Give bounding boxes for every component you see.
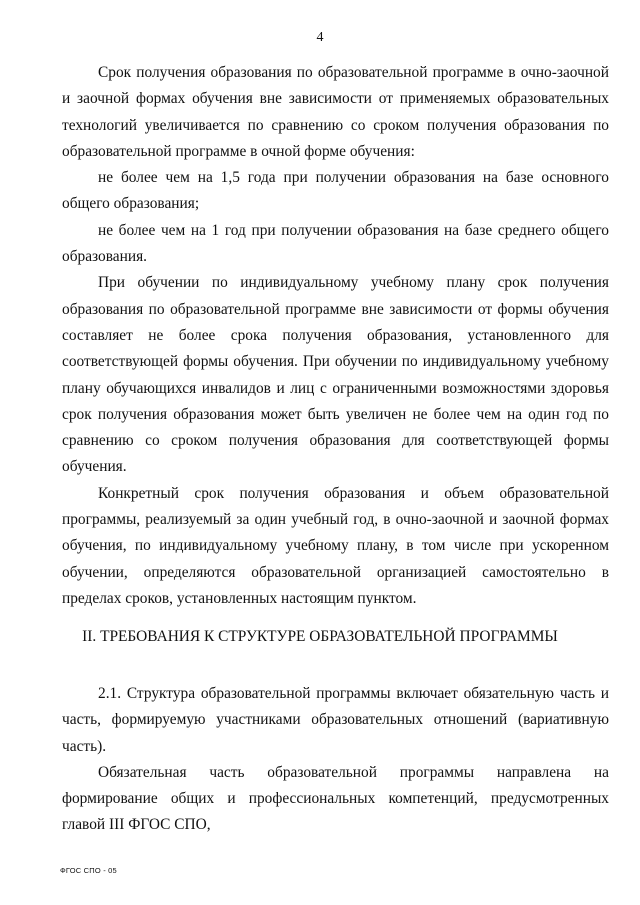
paragraph-program-structure: 2.1. Структура образовательной программы включает обязательную часть и часть, формируемую участниками образовательных отношений (вариативную часть). bbox=[62, 685, 609, 755]
paragraph-secondary-general-education: не более чем на 1 год при получении образования на базе среднего общего образования. bbox=[62, 221, 609, 266]
page-number: 4 bbox=[316, 30, 324, 45]
paragraph-specific-duration: Конкретный срок получения образования и объем образовательной программы, реализуемый за один учебный год, в очно-заочной и заочной формах обучения, по индивидуальному учебному плану, в том числе при ускоренном обучении, определяются образовательной организацией самостоятельно в пределах сроков, установленных настоящим пунктом. bbox=[62, 484, 609, 607]
paragraph-basic-general-education: не более чем на 1,5 года при получении образования на базе основного общего образования; bbox=[62, 169, 609, 213]
section-heading: II. ТРЕБОВАНИЯ К СТРУКТУРЕ ОБРАЗОВАТЕЛЬНОЙ ПРОГРАММЫ bbox=[82, 628, 558, 645]
document-body bbox=[62, 60, 609, 612]
paragraph-individual-study-plan: При обучении по индивидуальному учебному плану срок получения образования по образовательной программе вне зависимости от формы обучения составляет не более срока получения образования, установленного для соответствующей формы обучения. При обучении по индивидуальному учебному плану обучающихся инвалидов и лиц с ограниченными возможностями здоровья срок получения образования может быть увеличен не более чем на один год по сравнению со сроком получения образования для соответствующей формы обучения. bbox=[62, 274, 609, 476]
section-body bbox=[62, 681, 609, 839]
paragraph-study-duration-part-time: Срок получения образования по образовательной программе в очно-заочной и заочной формах обучения вне зависимости от применяемых образовательных технологий увеличивается по сравнению со сроком получения образования по образовательной программе в очной форме обучения: bbox=[62, 64, 609, 160]
paragraph-mandatory-part: Обязательная часть образовательной программы направлена на формирование общих и профессиональных компетенций, предусмотренных главой III ФГОС СПО, bbox=[62, 763, 609, 834]
footer-document-code: ФГОС СПО - 05 bbox=[60, 866, 117, 875]
